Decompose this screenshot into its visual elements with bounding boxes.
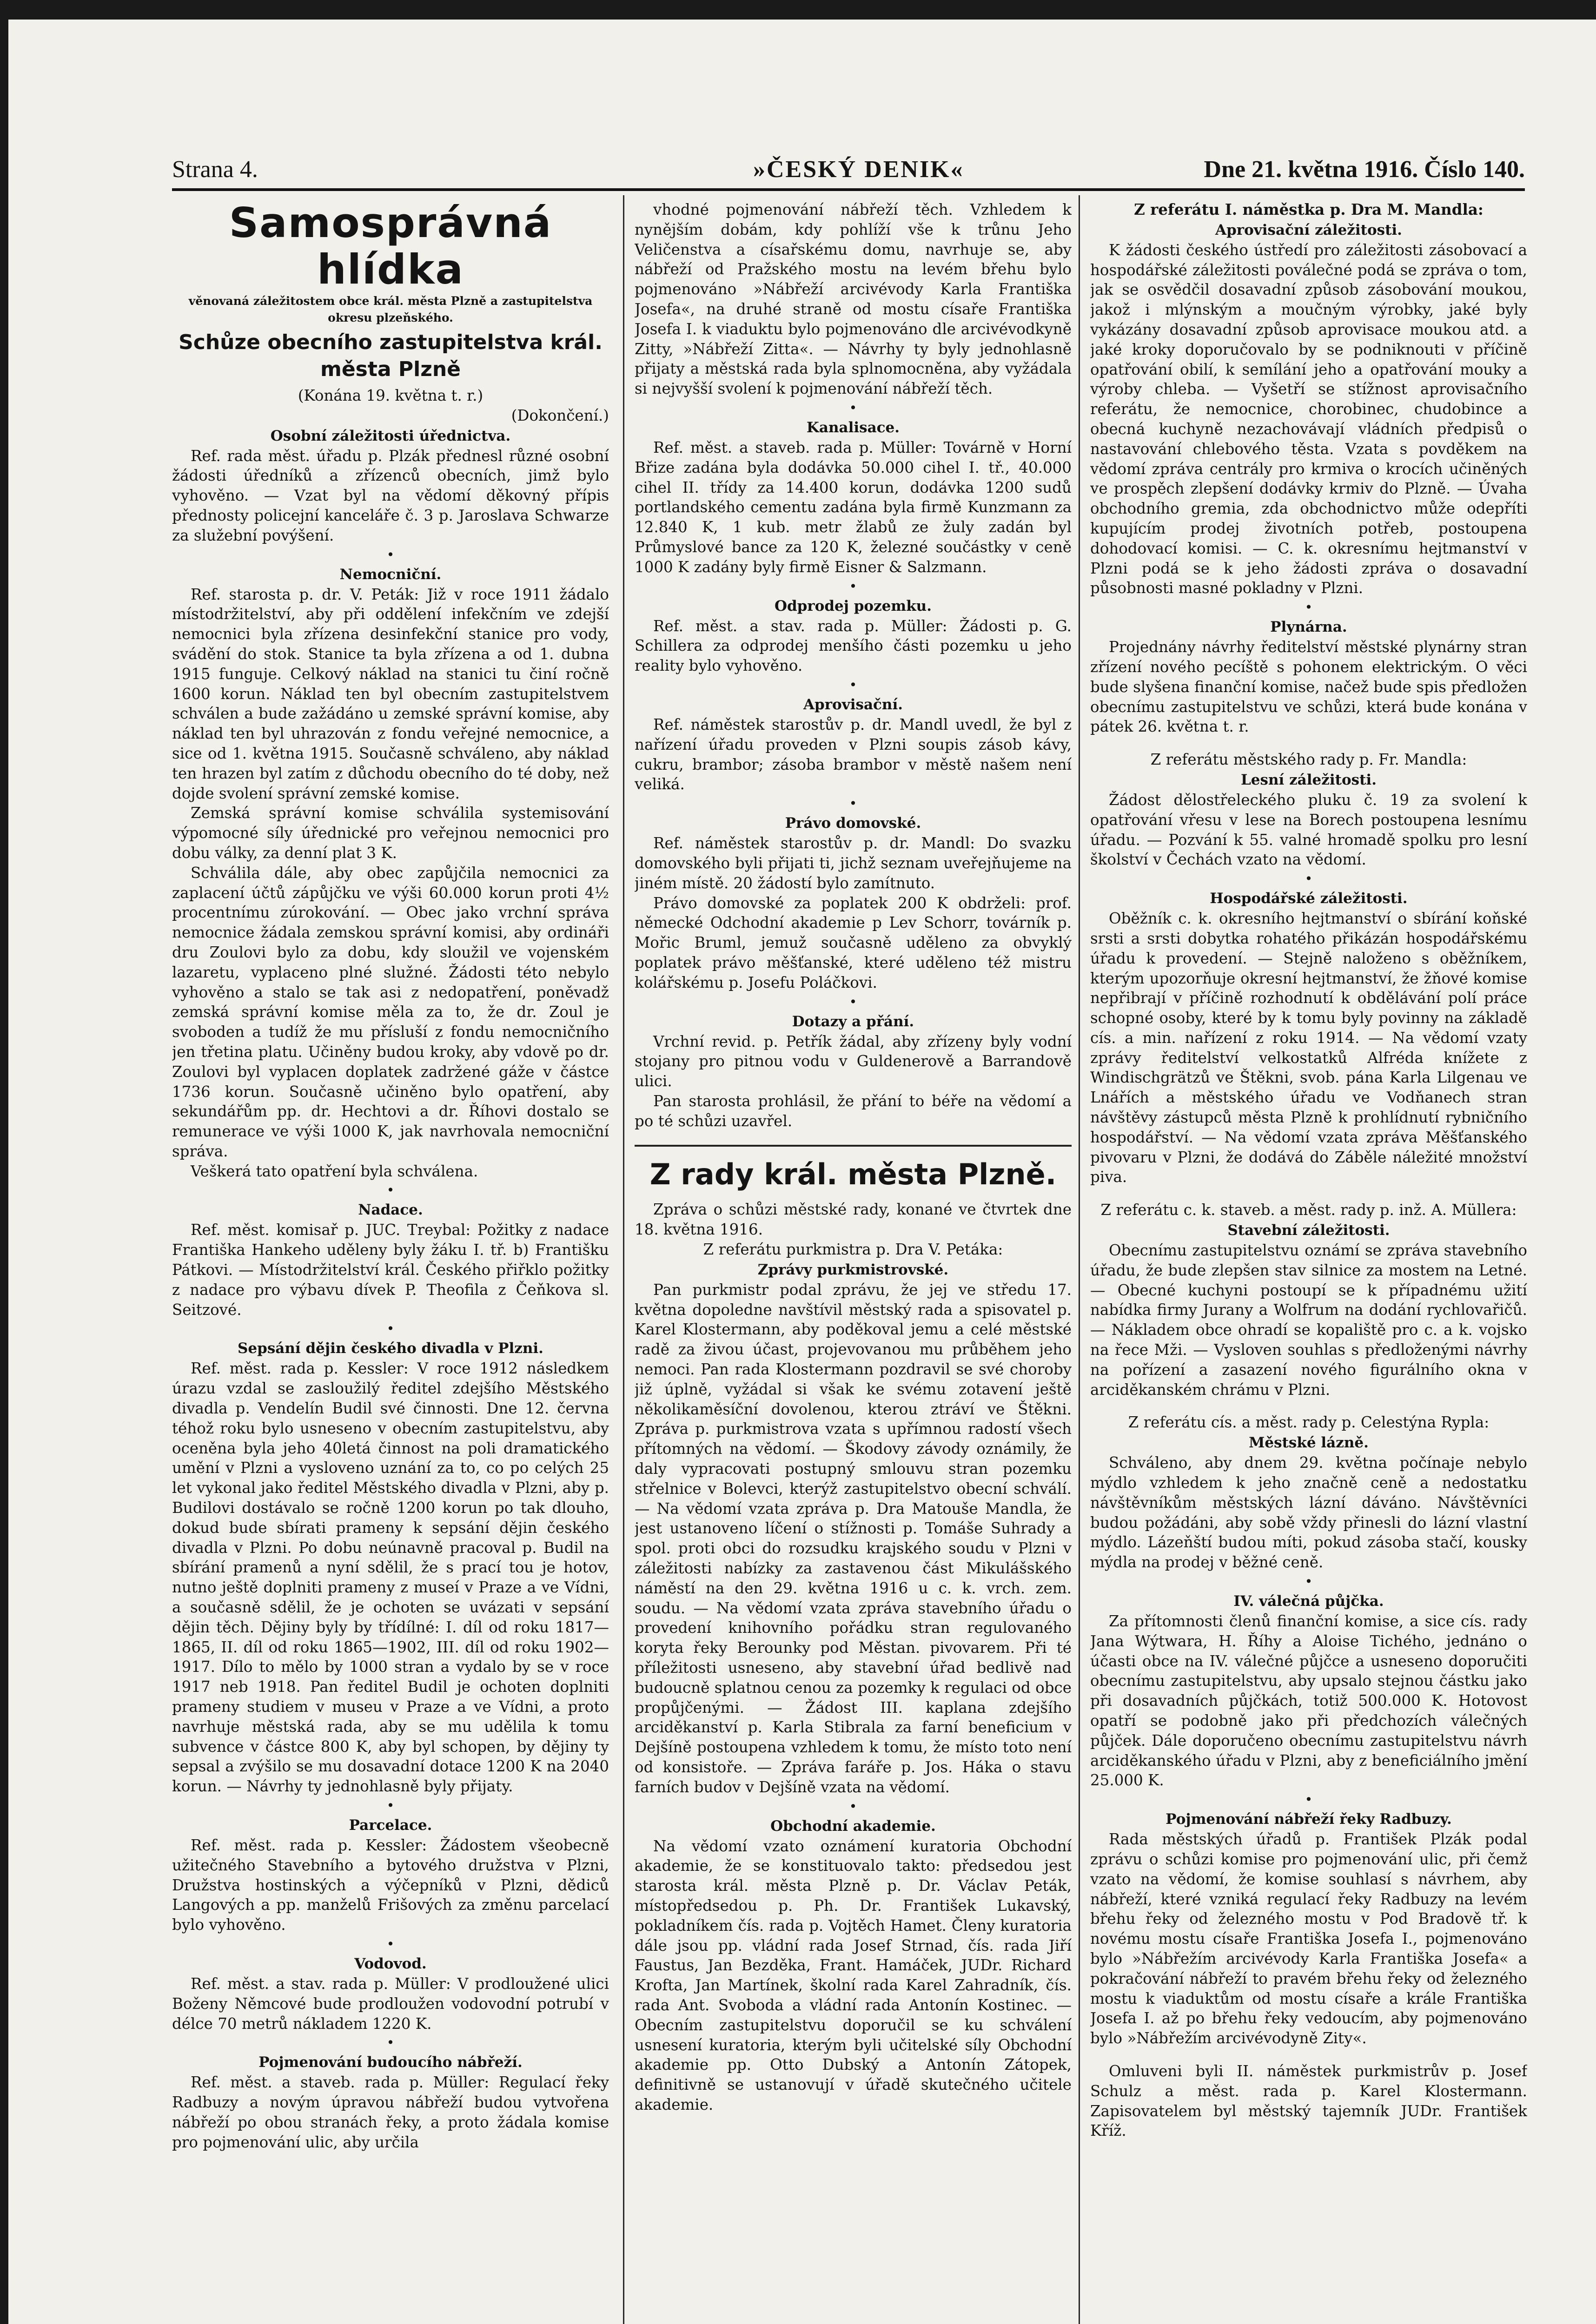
header-rule [172,188,1525,191]
rubric-subtitle: věnovaná záležitostem obce král. města Plzně a zastupitelstva okresu plzeňského. [188,294,593,324]
section-heading: Dotazy a přání. [792,1013,914,1030]
paragraph: Rada městských úřadů p. František Plzák podal zprávu o schůzi komise pro pojmenování ulic, při čemž vzato na vědomí, že komise souhlasí s návrhem, aby nábřeží, které vzniká regulací řeky Radbuzy na levém břehu řeky od železného mostu v Pod Bradově tř. k novému mostu císaře Františka Josefa I., pojmenováno bylo »Nábřežím arcivévody Karla Františka Josefa« a pokračování nábřeží to pravém břehu řeky od železného mostu k viaduktům od mostu císaře a krále Františka Josefa I. až po břehu řeky vedoucím, aby pojmenováno bylo »Nábřežím arcivévodyně Zity«. [1090,1830,1527,2047]
referent-line: Z referátu c. k. staveb. a měst. rady p. inž. A. Müllera: [1100,1201,1517,1219]
referent-line: Z referátu purkmistra p. Dra V. Petáka: [703,1241,1003,1259]
section-heading: Lesní záležitosti. [1241,771,1377,788]
article-date: (Konána 19. května t. r.) [298,387,483,404]
section-bullet: • [386,2035,395,2051]
section-heading: Zprávy purkmistrovské. [757,1261,949,1278]
column-rule [1079,195,1080,2324]
paragraph: Ref. měst. rada p. Kessler: Žádostem všeobecně užitečného Stavebního a bytového družstva v Plzni, Družstva hostinských a výčepníků v Plzni, dědiců Langových a pp. manželů Frišových za změnu parcelací bylo vyhověno. [172,1836,609,1934]
paragraph: Schválila dále, aby obec zapůjčila nemocnici za zaplacení účtů zápůjčku ve výši 60.000 korun proti 4½ procentnímu zúrokování. — Obec jako vrchní správa nemocnice žádala zemskou správní komisi, aby ordináři dru Zoulovi bylo za dobu, kdy sloužil ve vojenském lazaretu, vyplaceno plné služné. Žádosti této nebylo vyhověno a stalo se tak asi z nedopatření, poněvadž zemská správní komise měla za to, že dr. Zoul je svoboden a tudíž že mu přísluší z fondu nemocničního jen třetina platu. Učiněny budou kroky, aby vdově po dr. Zoulovi byl vyplacen doplatek zadržené gáže v částce 1736 korun. Současně učiněno bylo opatření, aby sekundářům pp. dr. Hechtovi a dr. Říhovi dostalo se remunerace ve výši 1000 K, jak navrhovala nemocniční správa. [172,864,609,1160]
section-heading: Parcelace. [349,1817,432,1834]
paragraph: Ref. měst. rada p. Kessler: V roce 1912 následkem úrazu vzdal se zasloužilý ředitel zdejšího Městského divadla p. Vendelín Budil své činnosti. Dne 12. června téhož roku bylo usneseno v obecním zastupitelstvu, aby oceněna byla jeho 40letá činnost na poli dramatického umění v Plzni a vysloveno uznání za to, co po celých 25 let vykonal jako ředitel Městského divadla v Plzni, aby p. Budilovi dostávalo se ročně 1200 korun po tak dlouho, dokud bude sbírati prameny k sepsání dějin českého divadla v Plzni. Po dobu neúnavně pracoval p. Budil na sbírání pramenů a nyní sdělil, že s prací tou je hotov, nutno ještě doplniti prameny z museí v Praze a ve Vídni, a současně sdělil, že je ochoten se uvázati v sepsání dějin těch. Dějiny byly by třídílné: I. díl od roku 1817—1865, II. díl od roku 1865—1902, III. díl od roku 1902—1917. Dílo to mělo by 1000 stran a vydalo by se v roce 1917 neb 1918. Pan ředitel Budil je ochoten doplniti prameny studiem v museu v Praze a ve Vídni, a proto navrhuje městská rada, aby se mu udělila k tomu subvence v částce 800 K, aby byl schopen, by dějiny ty sepsal a zvýšilo se mu dosavadní dotace 1200 K na 2040 korun. — Návrhy ty jednohlasně byly přijaty. [172,1360,609,1796]
column-1 [172,200,609,2324]
section-heading: Stavební záležitosti. [1227,1222,1390,1239]
column-3-sections-a [1090,220,1527,737]
section-bullet: • [386,1182,395,1198]
paragraph: Ref. starosta p. dr. V. Peták: Již v roce 1911 žádalo místodržitelství, aby při oddělení infekčním ve zdejší nemocnici byla zřízena desinfekční stanice pro vody, svádění do stok. Stanice ta byla zřízena a od 1. dubna 1915 funguje. Celkový náklad na stanici tu činí ročně 1600 korun. Náklad ten byl obecním zastupitelstvem schválen a bude zažádáno u zemské správní komise, aby náklad ten byl uhrazován z fondu veřejné nemocnice, a sice od 1. května 1915. Současně schváleno, aby náklad ten hrazen byl zatím z důchodu obecního do té doby, než dojde svolení správní zemské komise. [172,585,609,802]
section-bullet: • [1305,871,1313,887]
section-bullet: • [1305,1574,1313,1590]
paragraph: Pan purkmistr podal zprávu, že jej ve středu 17. května dopoledne navštívil městský rada a spisovatel p. Karel Klostermann, aby poděkoval jemu a celé městské radě za živou účast, projevovanou mu průběhem jeho nemoci. Pan rada Klostermann pozdravil se své choroby již úplně, vyžádal si však ke svému zotavení ještě několikaměsíční dovolenou, kterou ztráví ve Štěkni. Zpráva p. purkmistrova vzata s upřímnou radostí všech přítomných na vědomí. — Škodovy závody oznámily, že daly vypracovati postupný smlouvu stran pozemku střelnice v Bolevci, kterýž zastupitelstvo obecní schválí. — Na vědomí vzata zpráva p. Dra Matouše Mandla, že jest ustanoveno líčení o stížnosti p. Tomáše Suhrady a spol. proti obci do rozsudku krajského soudu v Plzni v záležitosti nabízky za zastavenou část Mikulášského náměstí na den 29. května 1916 u c. k. vrch. zem. soudu. — Na vědomí vzata zpráva stavebního úřadu o provedení knihovního pořádku stran regulovaného koryta řeky Berounky pod Městan. pivovarem. Při té příležitosti usneseno, aby stavební úřad bedlivě nad budoucně splatnou cenou za pozemky k regulaci od obce propůjčenými. — Žádost III. kaplana zdejšího arciděkanství p. Karla Stibrala za farní beneficium v Dejšíně postoupena vzhledem k tomu, že místo toto není od konsistoře. — Zpráva faráře p. Jos. Háka o stavu farních budov v Dejšíně vzata na vědomí. [635,1281,1072,1796]
section-heading: Aprovisační. [803,696,903,713]
paragraph: vhodné pojmenování nábřeží těch. Vzhledem k nynějším dobám, kdy pohlíží vše k trůnu Jeho Veličenstva a císařskému domu, navrhuje se, aby nábřeží od Pražského mostu na levém břehu bylo pojmenováno »Nábřeží arcivévody Karla Františka Josefa«, na druhé straně od mostu císaře Františka Josefa I. k viaduktu bylo pojmenováno dle arcivévodkyně Zitty, »Nábřeží Zitta«. — Návrhy ty byly jednohlasně přijaty a městská rada byla splnomocněna, aby vyžádala si nejvyšší svolení k pojmenování nábřeží těch. [635,201,1072,398]
column-2 [635,200,1072,2324]
section-heading: IV. válečná půjčka. [1233,1593,1384,1610]
scan-border-top [0,0,1596,20]
section-heading: Sepsání dějin českého divadla v Plzni. [238,1340,543,1357]
page-number: Strana 4. [172,156,258,183]
section-bullet: • [386,547,395,562]
column-1-sections [172,426,609,2152]
paragraph: Právo domovské za poplatek 200 K obdrželi: prof. německé Odchodní akademie p Lev Schorr, továrník p. Mořic Bruml, jemuž současně uděleno za obvyklý poplatek právo měšťanské, které uděleno též mistru kolářskému p. Josefu Poláčkovi. [635,894,1072,991]
closing-note: Omluveni byli II. náměstek purkmistrův p. Josef Schulz a měst. rada p. Karel Klostermann. Zapisovatelem byl městský tajemník JUDr. František Kříž. [1090,2062,1527,2140]
section-heading: Pojmenování budoucího nábřeží. [258,2054,523,2071]
section-heading: Městské lázně. [1249,1434,1369,1452]
paragraph: Na vědomí vzato oznámení kuratoria Obchodní akademie, že se konstituovalo takto: předsedou jest starosta král. města Plzně p. Dr. Václav Peták, místopředsedou p. Ph. Dr. František Lukavský, pokladníkem čís. rada p. Vojtěch Hamet. Členy kuratoria dále jsou pp. vládní rada Josef Strnad, čís. rada Jiří Faustus, Jan Bezděka, Frant. Hamáček, JUDr. Richard Krofta, Jan Martínek, školní rada Karel Zahradník, čís. rada Ant. Svoboda a vládní rada Antonín Kostinec. — Obecním zastupitelstvu doporučil se ku schválení usnesení kuratoria, kterým byli učitelské síly Obchodní akademie pp. Otto Dubský a Antonín Zátopek, definitivně se ustanovují v úřadě skutečného učitele akademie. [635,1837,1072,2113]
section-bullet: • [849,578,857,594]
paragraph: Ref. měst. a stav. rada p. Müller: Žádosti p. G. Schillera za odprodej menšího části pozemku u jeho reality bylo vyhověno. [635,617,1072,675]
section-heading: Plynárna. [1270,619,1347,636]
section-heading: Osobní záležitosti úřednictva. [270,427,511,444]
paragraph: Vrchní revid. p. Petřík žádal, aby zřízeny byly vodní stojany pro pitnou vodu v Guldenerově a Barrandově ulici. [635,1032,1072,1090]
referent-line: Z referátu cís. a měst. rady p. Celestýna Rypla: [1128,1413,1490,1432]
scan-border-left [0,0,8,2324]
paragraph: Veškerá tato opatření byla schválena. [191,1162,478,1180]
referent-line: Z referátu I. náměstka p. Dra M. Mandla: [1134,200,1483,218]
section-bullet: • [386,1798,395,1813]
section-heading: Aprovisační záležitosti. [1215,221,1402,238]
article-title: Schůze obecního zastupitelstva král. města Plzně [179,330,603,381]
section-title: Z rady král. města Plzně. [649,1157,1057,1192]
section-bullet: • [849,677,857,693]
section-bullet: • [849,1798,857,1814]
section-bullet: • [849,400,857,416]
section-heading: Nadace. [358,1202,423,1219]
paragraph: Ref. měst. a staveb. rada p. Müller: Továrně v Horní Břize zadána byla dodávka 50.000 cihel I. tř., 40.000 cihel II. třídy za 14.400 korun, dodávka 1200 sudů portlandského cementu zadána byla firmě Kunzmann za 12.840 K, 1 kub. metr žlabů ze žuly zadán byl Průmyslové bance za 120 K, železné součástky v ceně 1000 K zadány byly firmě Eisner & Salzmann. [635,438,1072,576]
paragraph: Ref. měst. komisař p. JUC. Treybal: Požitky z nadace Františka Hankeho uděleny byly žáku I. tř. b) Františku Pátkovi. — Místodržitelství král. Českého přiřklo požitky z nadace pro výbavu dívek P. Theofila z Čeňkova sl. Seitzové. [172,1221,609,1319]
paragraph: Pan starosta prohlásil, že přání to béře na vědomí a po té schůzi uzavřel. [635,1092,1072,1130]
paragraph: Ref. rada měst. úřadu p. Plzák přednesl různé osobní žádosti úředníků a zřízenců obecních, jimž bylo vyhověno. — Vzat byl na vědomí děkovný přípis přednosty policejní kanceláře č. 3 p. Jaroslava Schwarze za služební povýšení. [172,447,609,544]
paragraph: Obecnímu zastupitelstvu oznámí se zpráva stavebního úřadu, že bude zlepšen stav silnice za mostem na Letné. — Obecné kuchyni postoupí se k případnému užití nabídka firmy Jurany a Wolfrum na dodání rychlovařičů. — Nákladem obce ohradí se kopaliště pro c. a k. vojsko na řece Mži. — Vysloven souhlas s předloženými návrhy na pořízení a zasazení nového figurálního okna v arciděkanském chrámu v Plzni. [1090,1241,1527,1399]
paragraph: Žádost dělostřeleckého pluku č. 19 za svolení k opatřování vřesu v lese na Borech postoupena lesnímu úřadu. — Pozvání k 55. valné hromadě spolku pro lesní školství v Čechách vzato na vědomí. [1090,791,1527,869]
paragraph: Ref. měst. a staveb. rada p. Müller: Regulací řeky Radbuzy a novým úpravou nábřeží budou vytvořena nábřeží po obou stranách řeky, a proto žádala komise pro pojmenování ulic, aby určila [172,2073,609,2151]
paragraph: Projednány návrhy ředitelství městské plynárny stran zřízení nového pecíště s pohonem elektrickým. O věci bude slyšena finanční komise, načež bude spis předložen obecnímu zastupitelstvu ve schůzi, která bude konána v pátek 26. května t. r. [1090,638,1527,736]
continued-note: (Dokončení.) [511,406,609,424]
section-heading: Kanalisace. [806,419,900,436]
column-3-sections-d [1090,1433,1527,2048]
paragraph: K žádosti českého ústředí pro záležitosti zásobovací a hospodářské záležitosti poválečné podá se zpráva o tom, jak se osvědčil dosavadní způsob zásobování moukou, jakož i mlýnským a moučným výrobky, jaké byly vykázány dosavadní způsob aprovisace moukou atd. a jaké kroky doporučovalo by se podniknouti v příčině opatřování obilí, k semílání jeho a opatřování mouky a výroby chleba. — Vyšetří se stížnost aprovisačního referátu, že nemocnice, chorobinec, chudobince a obecná kuchyně nezachovávají vládních předpisů o nastavování chlebového těsta. Vzata s povděkem na vědomí zpráva centrály pro krmiva o krocích učiněných ve prospěch zlepšení dodávky krmiv do Plzně. — Úvaha obchodního gremia, zda obchodnictvo může odepříti kupujícím prodej životních potřeb, postoupena dohodovací komisi. — C. k. okresnímu hejtmanství v Plzni podá se k jeho žádosti zpráva o dosavadní působnosti masné pokladny v Plzni. [1090,241,1527,597]
paragraph: Za přítomnosti členů finanční komise, a sice cís. rady Jana Wýtwara, H. Říhy a Aloise Tichého, jednáno o účasti obce na IV. válečné půjčce a usneseno doporučiti obecnímu zastupitelstvu, aby upsalo stejnou částku jako při dosavadních půjčkách, totiž 500.000 K. Hotovost opatří se podobně jako při předchozích válečných půjček. Dále doporučeno obecnímu zastupitelstvu návrh arciděkanského úřadu v Plzni, aby z beneficiálního jmění 25.000 K. [1090,1612,1527,1789]
section-bullet: • [849,796,857,812]
masthead: »ČESKÝ DENIK« [753,156,964,183]
section-heading: Právo domovské. [785,815,921,832]
section-heading: Obchodní akademie. [770,1817,936,1835]
section-divider [635,1145,1072,1147]
issue-date: Dne 21. května 1916. Číslo 140. [1204,156,1525,183]
referent-line: Z referátu městského rady p. Fr. Mandla: [1150,751,1467,769]
column-2-sections-b [635,1260,1072,2115]
section-heading: Odprodej pozemku. [774,597,932,614]
section-heading: Vodovod. [354,1955,427,1972]
section-intro: Zpráva o schůzi městské rady, konané ve čtvrtek dne 18. května 1916. [635,1201,1072,1239]
column-3-sections-b [1090,770,1527,1187]
paragraph: Ref. náměstek starostův p. dr. Mandl: Do svazku domovského byli přijati ti, jichž seznam uveřejňujeme na jiném místě. 20 žádostí bylo zamítnuto. [635,834,1072,892]
section-heading: Nemocniční. [339,566,442,583]
section-bullet: • [1305,600,1313,615]
rubric-title: Samosprávná hlídka [229,200,552,293]
section-heading: Hospodářské záležitosti. [1210,890,1408,907]
paragraph: Zemská správní komise schválila systemisování výpomocné síly úřednické pro veřejnou nemocnici pro dobu války, za denní plat 3 K. [172,804,609,862]
paragraph: Ref. náměstek starostův p. dr. Mandl uvedl, že byl z nařízení úřadu proveden v Plzni soupis zásob kávy, cukru, brambor; zásoba brambor v městě našem není veliká. [635,715,1072,793]
section-bullet: • [386,1936,395,1952]
paragraph: Ref. měst. a stav. rada p. Müller: V prodloužené ulici Boženy Němcové bude prodloužen vodovodní potrubí v délce 70 metrů nákladem 1220 K. [172,1974,609,2033]
paragraph: Oběžník c. k. okresního hejtmanství o sbírání koňské srsti a srsti dobytka rohatého přikázán hospodářskému úřadu k provedení. — Stejně naloženo s oběžníkem, kterým upozorňuje okresní hejtmanství, že žňové komise nepřibrají v příčině rozhodnutí k obdělávání polí práce schopné osoby, které by k tomu byly povinny na základě cís. a min. nařízení z roku 1914. — Na vědomí vzaty zprávy ředitelství velkostatků Alfréda knížete z Windischgrätzů ve Štěkni, svob. pána Karla Lilgenau ve Lnářích a městského úřadu ve Vodňanech stran návštěvy zástupců města Plzně k prohlídnutí rybničního hospodářství. — Na vědomí vzata zpráva Měšťanského pivovaru v Plzni, že dodává do Záběle náležité množství piva. [1090,910,1527,1186]
section-bullet: • [849,994,857,1010]
section-bullet: • [1305,1792,1313,1808]
section-heading: Pojmenování nábřeží řeky Radbuzy. [1166,1811,1452,1828]
paragraph: Schváleno, aby dnem 29. května počínaje nebylo mýdlo vzhledem k jeho značně ceně a nedostatku návštěvníkům městských lázní dáváno. Návštěvníci budou požádáni, aby sobě vždy přinesli do lázní vlastní mýdlo. Lázeňští budou míti, pokud zásoba stačí, kousky mýdla na prodej v běžné ceně. [1090,1454,1527,1571]
column-3 [1090,200,1527,2324]
section-bullet: • [386,1321,395,1337]
page-header [172,153,1525,186]
column-rule [623,195,624,2324]
column-3-sections-c [1090,1220,1527,1400]
column-2-sections [635,200,1072,1131]
